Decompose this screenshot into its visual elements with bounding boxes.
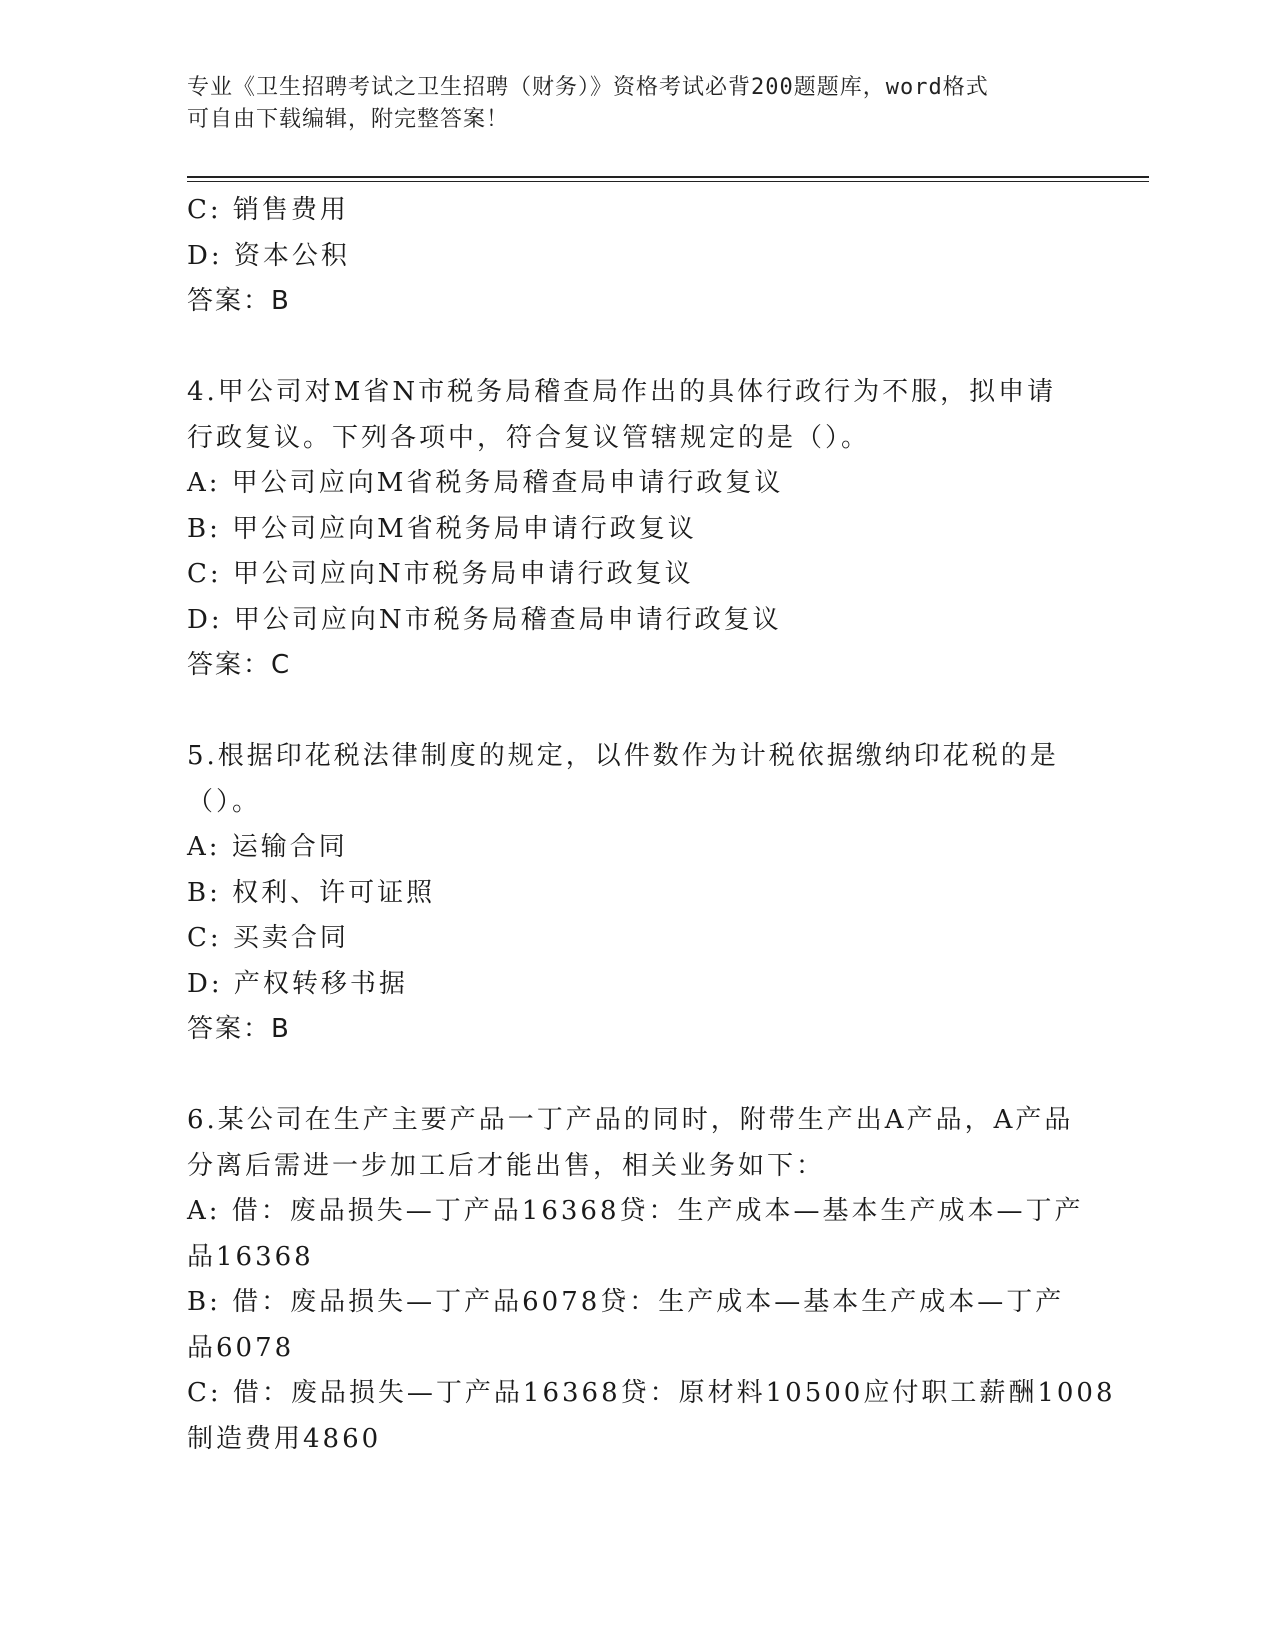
question-stem: 5.根据印花税法律制度的规定，以件数作为计税依据缴纳印花税的是 [187, 741, 1059, 771]
question-stem: 6.某公司在生产主要产品一丁产品的同时，附带生产出A产品，A产品 [187, 1105, 1074, 1135]
option-c-continued: 制造费用4860 [187, 1423, 382, 1454]
option-a: A: 运输合同 [187, 832, 348, 862]
answer-line: 答案：C [187, 650, 292, 680]
question-stem: 行政复议。下列各项中，符合复议管辖规定的是（）。 [187, 422, 871, 453]
option-b: B: 借：废品损失—丁产品6078贷：生产成本—基本生产成本—丁产 [187, 1287, 1065, 1317]
header-rule-thin [187, 181, 1149, 182]
option-b: B: 权利、许可证照 [187, 877, 436, 908]
header-rule [187, 176, 1149, 178]
question-5 [187, 734, 1087, 1053]
option-c: C: 销售费用 [187, 195, 349, 225]
option-a: A: 甲公司应向M省税务局稽查局申请行政复议 [187, 468, 784, 498]
header-line: 可自由下载编辑，附完整答案！ [187, 107, 510, 132]
question-list [187, 188, 1116, 1462]
answer-line: 答案：B [187, 1014, 291, 1044]
option-d: D: 产权转移书据 [187, 968, 408, 999]
option-b: B: 甲公司应向M省税务局申请行政复议 [187, 513, 697, 544]
answer-line: 答案：B [187, 286, 291, 316]
option-b-continued: 品6078 [187, 1332, 295, 1363]
option-d: D: 资本公积 [187, 240, 350, 271]
question-4 [187, 370, 1087, 689]
option-c: C: 甲公司应向N市税务局申请行政复议 [187, 559, 694, 589]
document-header [187, 72, 1087, 136]
option-c: C: 借：废品损失—丁产品16368贷：原材料10500应付职工薪酬1008 [187, 1378, 1116, 1408]
question-6 [187, 1098, 1116, 1462]
option-c: C: 买卖合同 [187, 923, 349, 953]
header-line: 专业《卫生招聘考试之卫生招聘（财务）》资格考试必背200题题库，word格式 [187, 75, 989, 100]
carryover-block [187, 188, 1087, 325]
question-stem: 4.甲公司对M省N市税务局稽查局作出的具体行政行为不服，拟申请 [187, 377, 1057, 407]
question-stem: 分离后需进一步加工后才能出售，相关业务如下： [187, 1150, 826, 1181]
question-stem: （）。 [187, 786, 262, 817]
option-d: D: 甲公司应向N市税务局稽查局申请行政复议 [187, 604, 782, 635]
option-a: A: 借：废品损失—丁产品16368贷：生产成本—基本生产成本—丁产 [187, 1196, 1084, 1226]
option-a-continued: 品16368 [187, 1241, 314, 1272]
